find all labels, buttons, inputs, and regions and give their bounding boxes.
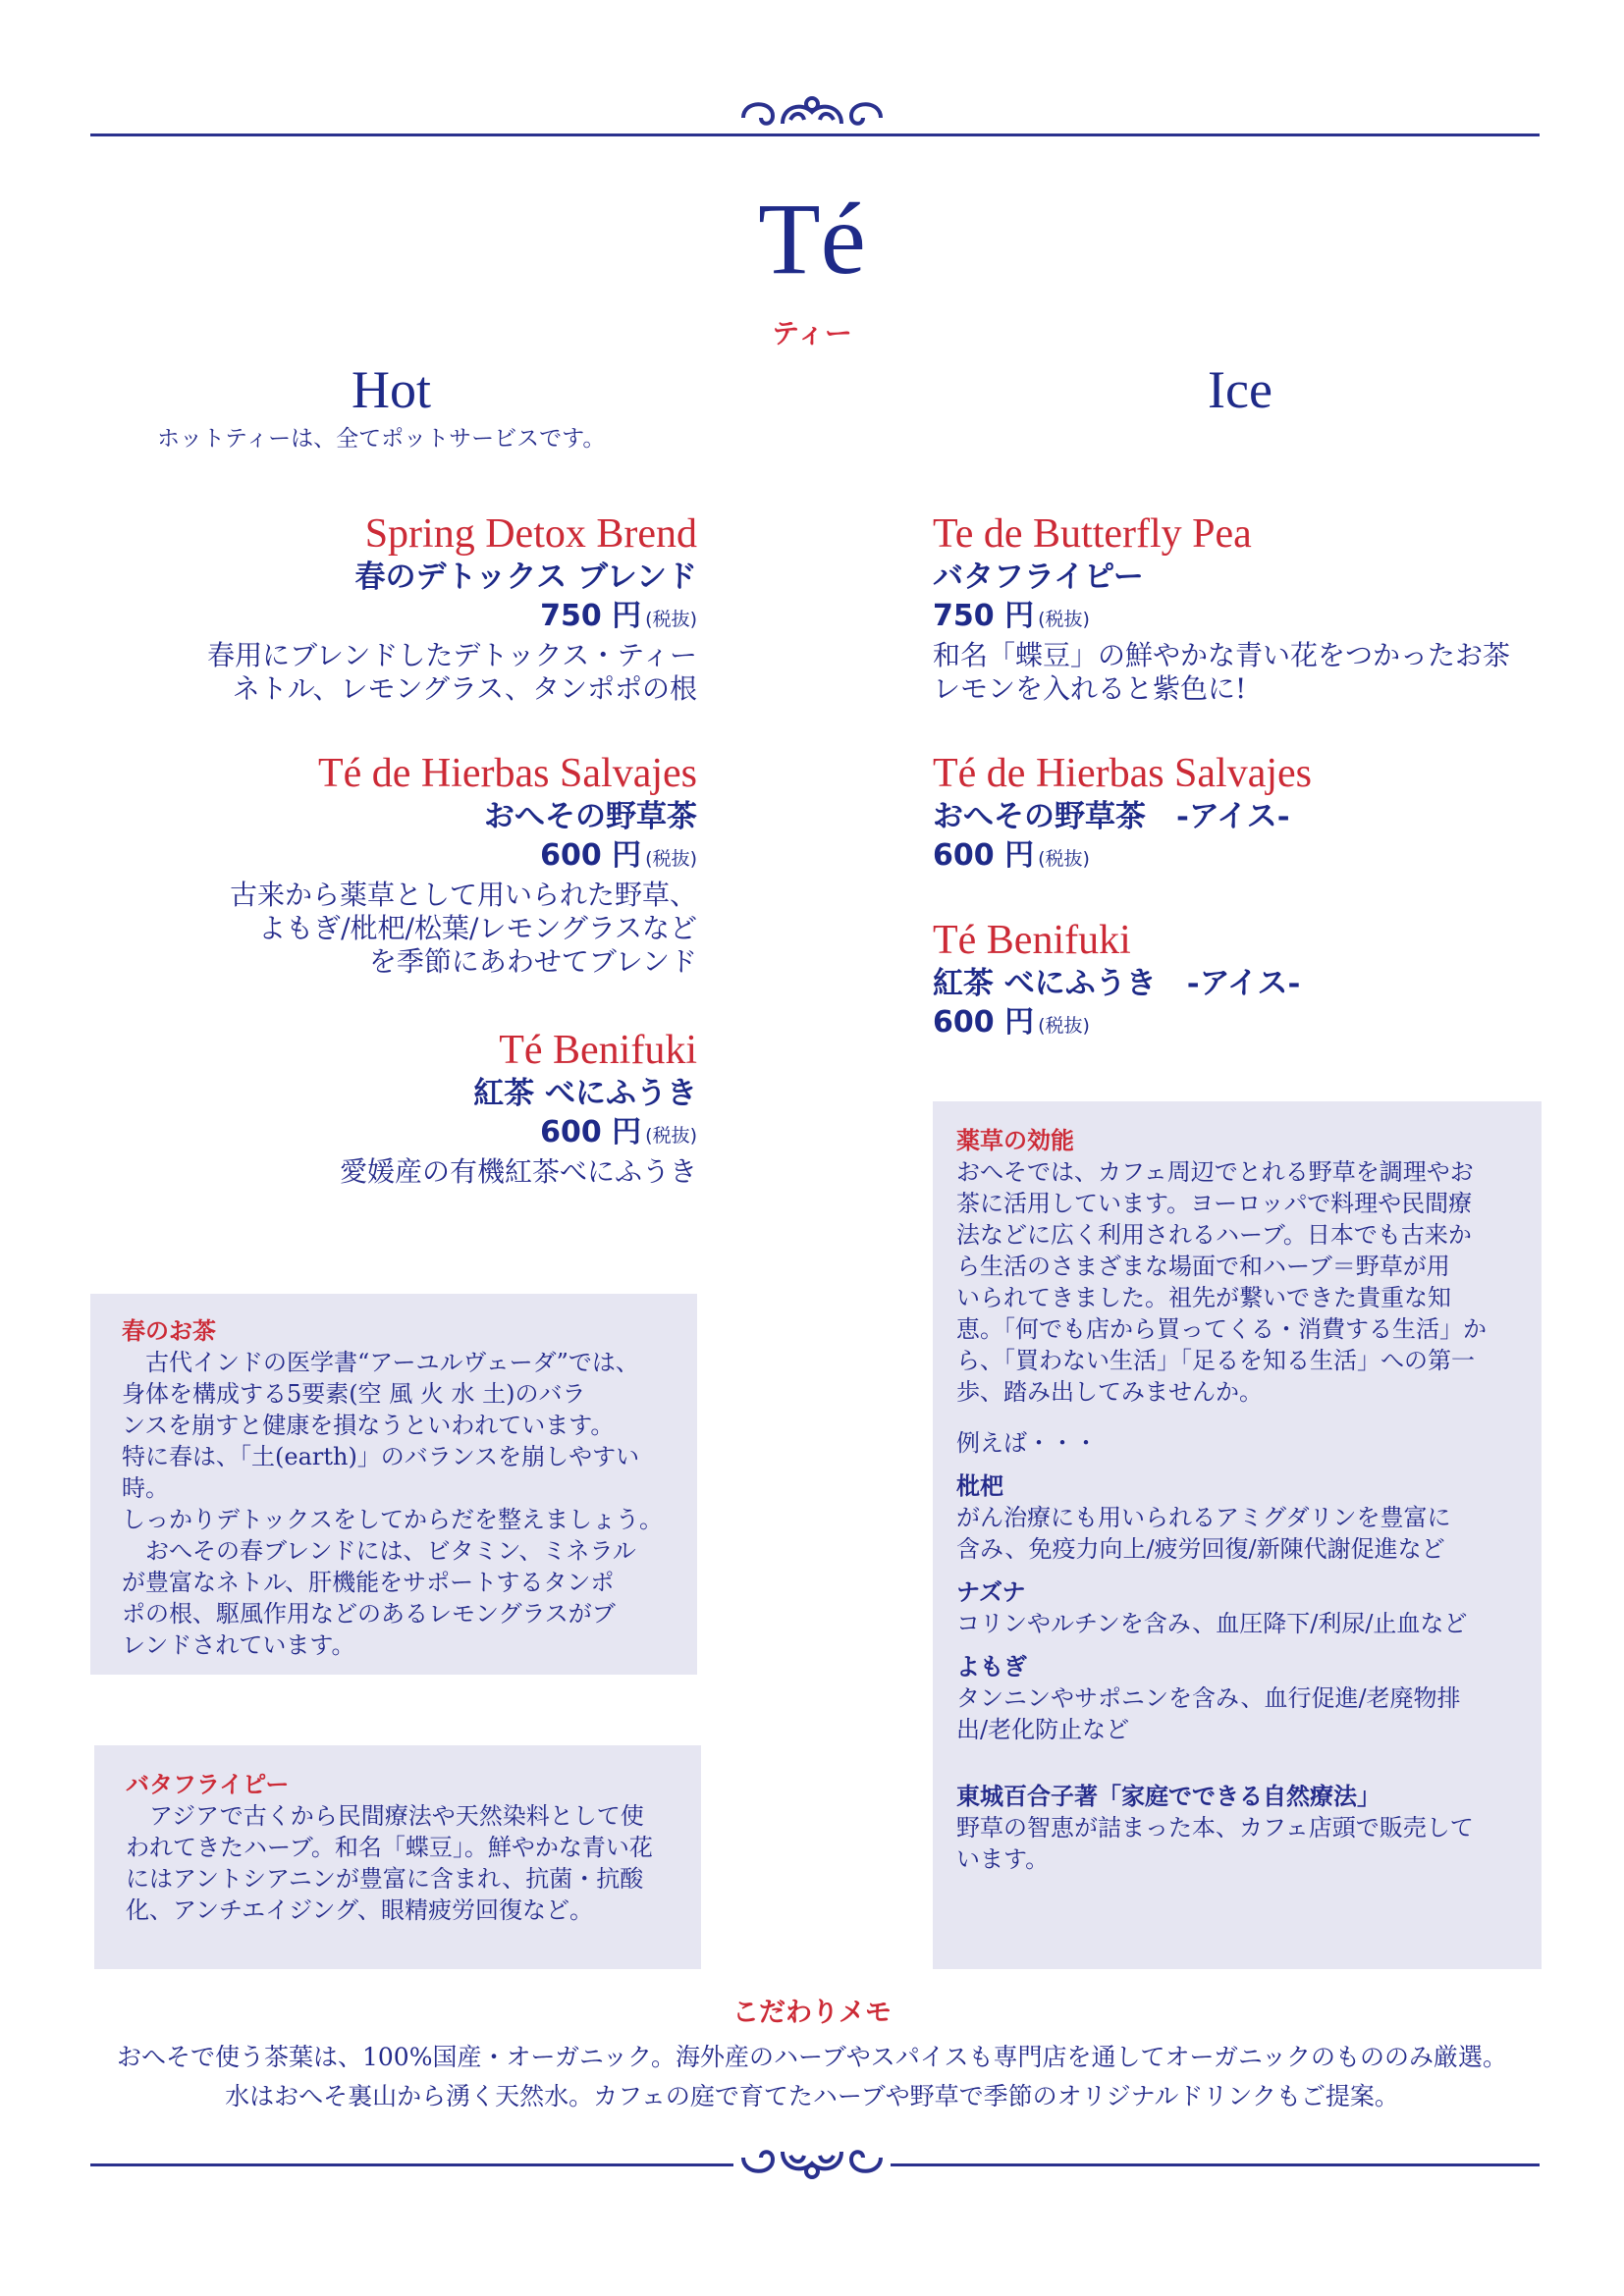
item-desc: 愛媛産の有機紅茶べにふうき	[339, 1155, 697, 1188]
hot-note: ホットティーは、全てポットサービスです。	[157, 426, 606, 452]
item-price: 600 円 (税抜)	[933, 838, 1090, 873]
item-name-en: Spring Detox Brend	[364, 511, 697, 557]
item-price: 600 円 (税抜)	[540, 838, 697, 873]
menu-item	[88, 1027, 697, 1189]
item-name-ja: バタフライピー	[933, 560, 1144, 595]
ornament-icon	[733, 90, 891, 133]
item-price: 600 円 (税抜)	[933, 1005, 1090, 1040]
item-desc: 春用にブレンドしたデトックス・ティー	[207, 639, 697, 671]
item-name-ja: 紅茶 べにふうき	[473, 1076, 697, 1111]
example-label: 例えば・・・	[956, 1429, 1098, 1457]
box-title: バタフライピー	[126, 1770, 290, 1798]
item-price: 600 円 (税抜)	[540, 1115, 697, 1149]
item-price: 750 円 (税抜)	[933, 599, 1090, 633]
hot-heading: Hot	[352, 360, 431, 419]
item-name-en: Te de Butterfly Pea	[933, 511, 1252, 557]
menu-item	[933, 917, 1542, 1045]
spring-tea-box: 春のお茶 古代インドの医学書“アーユルヴェーダ”では、 身体を構成する5要素(空 風 火 水 土)のバラ ンスを崩すと健康を損なうといわれています。 特に春は、「土(earth)」のバランスを崩しやすい時。 しっかりデトックスをしてからだを整えましょう。 おへその春ブレンドには、ビタミン、ミネラル が豊富なネトル、肝機能をサポートするタンポ ポの根、駆風作用などのあるレモングラスがブ レンドされています。	[90, 1294, 697, 1675]
box-title: 春のお茶	[122, 1316, 216, 1345]
butterfly-pea-box: バタフライピー アジアで古くから民間療法や天然染料として使 われてきたハーブ。和名「蝶豆」。鮮やかな青い花 にはアントシアニンが豊富に含まれ、抗菌・抗酸 化、アンチエイジング、眼精疲労回復など。	[94, 1745, 701, 1969]
menu-item	[88, 510, 697, 706]
book-title: 東城百合子著「家庭でできる自然療法」	[956, 1782, 1380, 1810]
item-desc: を季節にあわせてブレンド	[368, 945, 697, 978]
item-name-ja: おへその野草茶	[484, 799, 697, 834]
memo-line: 水はおへそ裏山から湧く天然水。カフェの庭で育てたハーブや野草で季節のオリジナルドリンクもご提案。	[225, 2082, 1399, 2110]
herb-name: ナズナ	[956, 1577, 1026, 1606]
top-rule	[90, 133, 1540, 136]
item-name-ja: 春のデトックス ブレンド	[354, 560, 697, 595]
memo-line: おへそで使う茶葉は、100%国産・オーガニック。海外産のハーブやスパイスも専門店を通してオーガニックのもののみ厳選。	[117, 2043, 1507, 2071]
item-name-en: Té de Hierbas Salvajes	[317, 751, 697, 796]
box-title: 薬草の効能	[956, 1126, 1074, 1154]
menu-item	[933, 510, 1542, 706]
item-name-ja: 紅茶 べにふうき -アイス-	[933, 966, 1301, 1001]
page-subtitle: ティー	[772, 317, 852, 349]
item-name-en: Té de Hierbas Salvajes	[933, 751, 1313, 796]
item-name-en: Té Benifuki	[933, 918, 1131, 963]
herb-name: よもぎ	[956, 1652, 1027, 1681]
herb-effects-box: 薬草の効能 おへそでは、カフェ周辺でとれる野草を調理やお 茶に活用しています。ヨーロッパで料理や民間療 法などに広く利用されるハーブ。日本でも古来か ら生活のさまざまな場面で和ハーブ＝野草が用 いられてきました。祖先が繋いできた貴重な知 恵。「何でも店から買ってくる・消費する生活」か ら、「買わない生活」「足るを知る生活」への第一 歩、踏み出してみませんか。 例えば・・・ 枇杷 がん治療にも用いられるアミグダリンを豊富に 含み、免疫力向上/疲労回復/新陳代謝促進など ナズナ コリンやルチンを含み、血圧降下/利尿/止血など よもぎ タンニンやサポニンを含み、血行促進/老廃物排 出/老化防止など 東城百合子著「家庭でできる自然療法」 野草の智恵が詰まった本、カフェ店頭で販売して います。	[933, 1101, 1542, 1969]
memo-title: こだわりメモ	[732, 1998, 892, 2028]
page-title: Té	[758, 183, 866, 295]
item-name-en: Té Benifuki	[499, 1028, 697, 1073]
herb-name: 枇杷	[956, 1471, 1003, 1500]
item-desc: 和名「蝶豆」の鮮やかな青い花をつかったお茶	[933, 639, 1511, 671]
menu-item	[88, 750, 697, 979]
item-desc: よもぎ/枇杷/松葉/レモングラスなど	[258, 912, 697, 944]
item-desc: レモンを入れると紫色に!	[933, 672, 1247, 705]
item-price: 750 円 (税抜)	[540, 599, 697, 633]
item-name-ja: おへその野草茶 -アイス-	[933, 799, 1290, 834]
item-desc: 古来から薬草として用いられた野草、	[229, 879, 697, 911]
item-desc: ネトル、レモングラス、タンポポの根	[232, 672, 697, 705]
menu-item	[933, 750, 1542, 879]
ice-heading: Ice	[1208, 360, 1272, 419]
ornament-icon	[733, 2142, 891, 2185]
